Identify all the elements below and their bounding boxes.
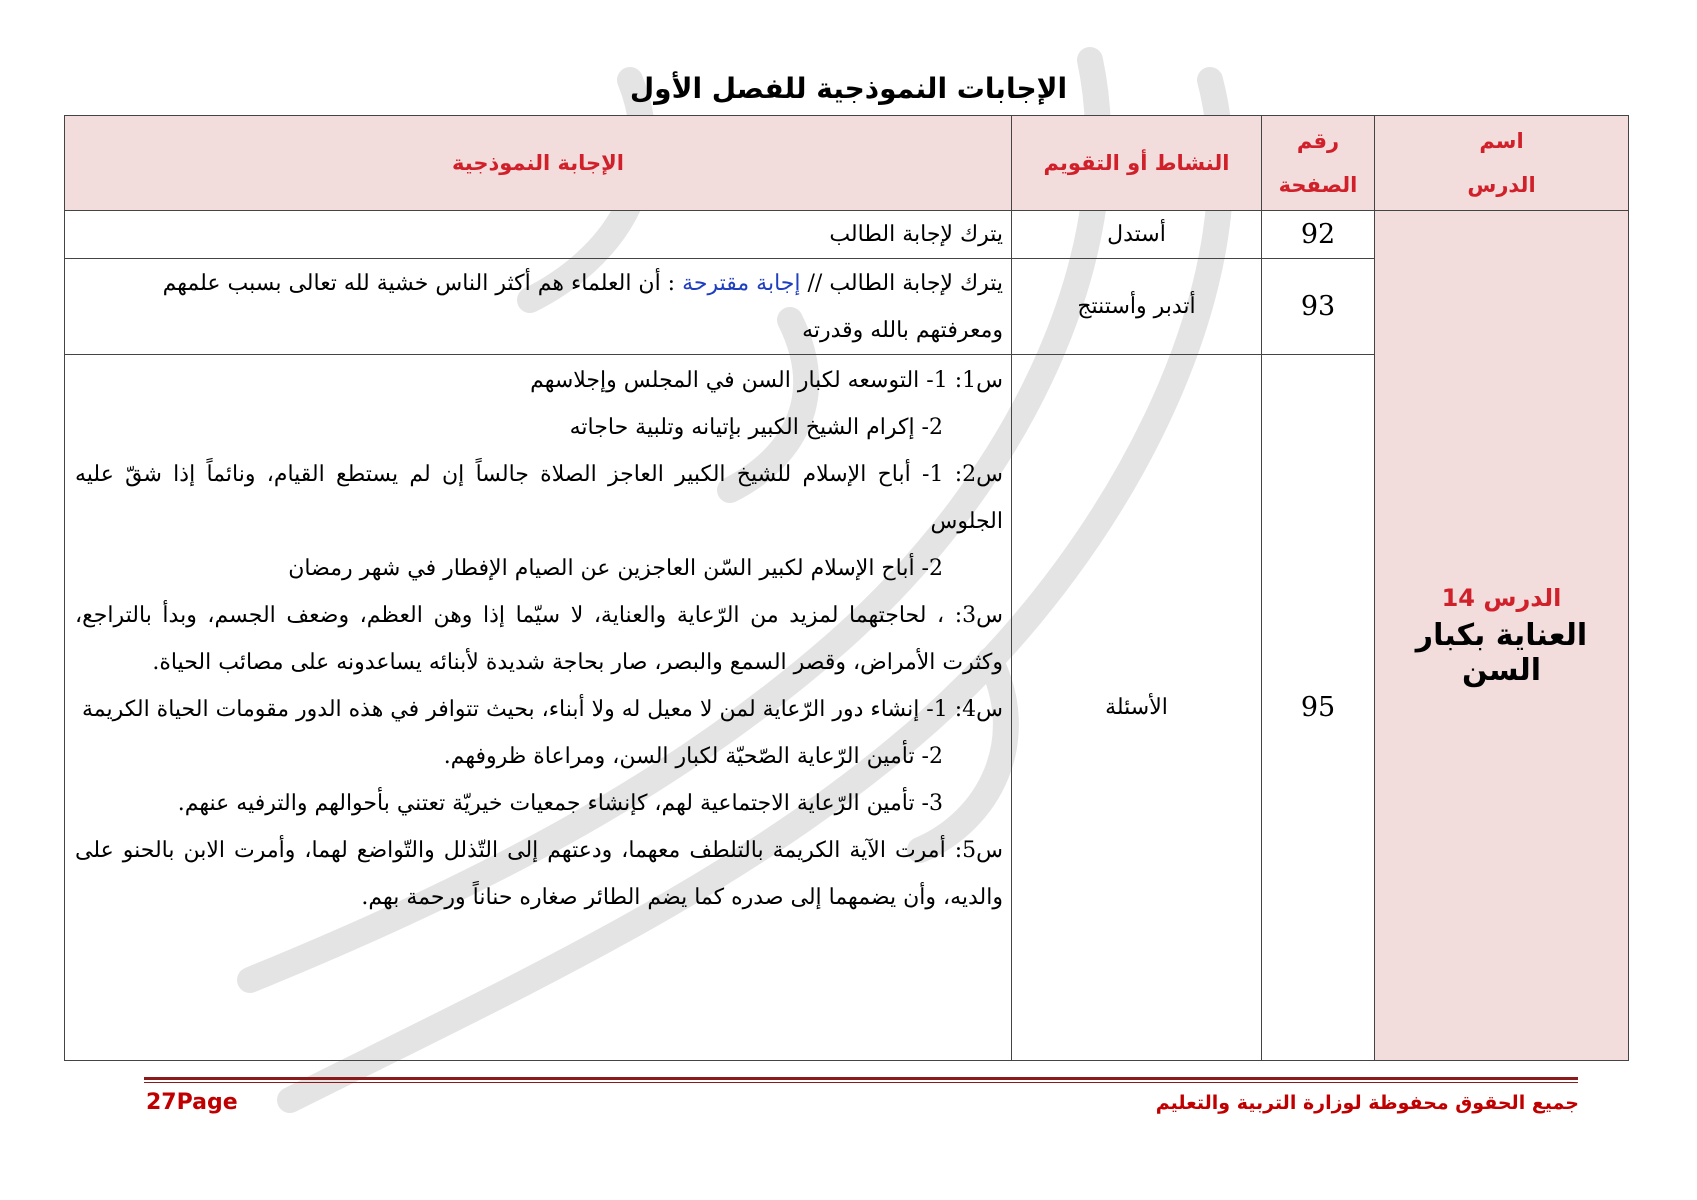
lesson-name: العناية بكبار السن: [1415, 617, 1588, 688]
page-number-cell: 92: [1262, 211, 1375, 259]
footer-divider-thin: [144, 1082, 1578, 1083]
page-title: الإجابات النموذجية للفصل الأول: [629, 72, 1068, 105]
answer-line: س2: 1- أباح الإسلام للشيخ الكبير العاجز الصلاة جالساً إن لم يستطع القيام، ونائماً إذا شقّ عليه الجلوس: [75, 462, 1003, 534]
answer-line: س5: أمرت الآية الكريمة بالتلطف معهما، ودعتهم إلى التّذلل والتّواضع لهما، وأمرت الابن بالحنو على والديه، وأن يضمهما إلى صدره كما يضم الطائر صغاره حناناً ورحمة بهم.: [75, 838, 1003, 910]
answer-line: 2- تأمين الرّعاية الصّحيّة لكبار السن، ومراعاة ظروفهم.: [443, 744, 943, 769]
answer-line: 2- أباح الإسلام لكبير السّن العاجزين عن الصيام الإفطار في شهر رمضان: [288, 556, 943, 581]
lesson-number: الدرس 14: [1441, 583, 1562, 612]
footer-page-number: 27Page: [146, 1090, 238, 1115]
header-activity: النشاط أو التقويم: [1012, 116, 1262, 211]
header-lesson-line1: اسم: [1479, 129, 1524, 153]
answer-line: س4: 1- إنشاء دور الرّعاية لمن لا معيل له ولا أبناء، بحيث تتوافر في هذه الدور مقومات الحياة الكريمة: [81, 697, 1003, 722]
answer-text: يترك لإجابة الطالب: [829, 222, 1003, 247]
activity-cell: أتدبر وأستنتج: [1012, 259, 1262, 355]
footer-divider: [144, 1077, 1578, 1080]
page-number-cell: 95: [1262, 355, 1375, 1061]
answer-line: س3: ، لحاجتهما لمزيد من الرّعاية والعناية، لا سيّما إذا وهن العظم، وضعف الجسم، وبدأ بالتراجع، وكثرت الأمراض، وقصر السمع والبصر، صار بحاجة شديدة لأبنائه يساعدونه على مصائب الحياة.: [75, 603, 1003, 675]
answer-line: 3- تأمين الرّعاية الاجتماعية لهم، كإنشاء جمعيات خيريّة تعتني بأحوالهم والترفيه عنهم.: [177, 791, 943, 816]
answer-line: [75, 260, 1003, 307]
header-page-line1: رقم: [1296, 129, 1340, 153]
lesson-cell: [1375, 211, 1629, 1061]
page-number-cell: 93: [1262, 259, 1375, 355]
answer-cell: [65, 355, 1012, 1061]
header-page: [1262, 116, 1375, 211]
answer-line: 2- إكرام الشيخ الكبير بإتيانه وتلبية حاجاته: [569, 415, 943, 440]
header-answer: الإجابة النموذجية: [65, 116, 1012, 211]
footer-copyright: جميع الحقوق محفوظة لوزارة التربية والتعليم: [1155, 1092, 1579, 1114]
activity-cell: الأسئلة: [1012, 355, 1262, 1061]
suggested-answer-label: إجابة مقترحة: [682, 270, 801, 296]
table-header-row: [65, 116, 1629, 211]
activity-cell: أستدل: [1012, 211, 1262, 259]
answer-cell: [65, 211, 1012, 259]
header-lesson-line2: الدرس: [1467, 173, 1536, 197]
header-lesson: [1375, 116, 1629, 211]
header-page-line2: الصفحة: [1278, 173, 1358, 197]
answer-cell: [65, 259, 1012, 355]
answer-line: س1: 1- التوسعه لكبار السن في المجلس وإجلاسهم: [530, 368, 1003, 393]
answers-table: [64, 115, 1629, 1061]
answer-prefix: يترك لإجابة الطالب //: [807, 270, 1003, 296]
table-row: [65, 211, 1629, 259]
answer-line: ومعرفتهم بالله وقدرته: [802, 317, 1003, 343]
answer-rest: : أن العلماء هم أكثر الناس خشية لله تعالى بسبب علمهم: [162, 270, 676, 296]
